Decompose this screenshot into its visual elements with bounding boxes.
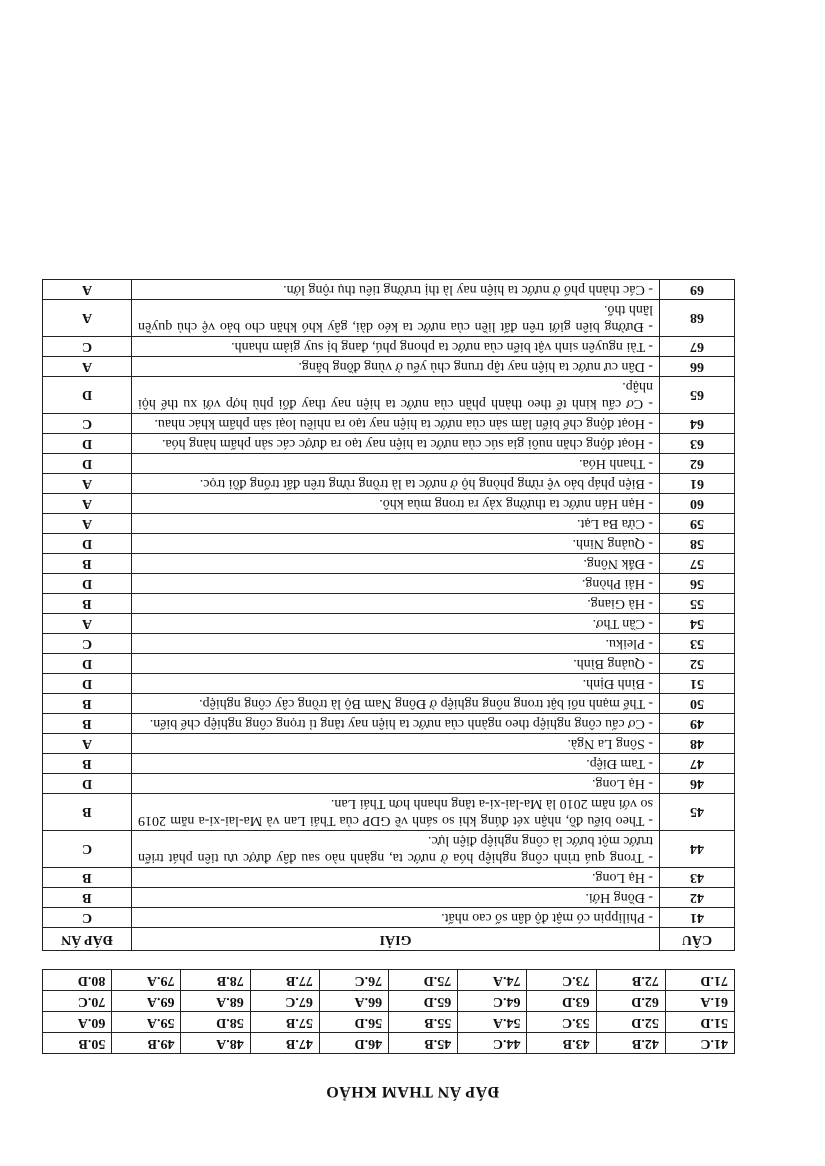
answer-key-cell: 57.B bbox=[250, 1012, 319, 1033]
answer-letter: D bbox=[43, 434, 132, 454]
question-number: 41 bbox=[660, 908, 735, 928]
solution-text: - Pleiku. bbox=[132, 634, 660, 654]
answer-key-cell: 60.A bbox=[43, 1012, 112, 1033]
answer-key-row bbox=[43, 991, 735, 1012]
solution-text: - Đường biên giới trên đất liền của nước ta kéo dài, gây khó khăn cho bảo vệ chủ quyền lãnh thổ. bbox=[132, 300, 660, 337]
header-answer: ĐÁP ÁN bbox=[43, 928, 132, 951]
solution-row bbox=[43, 774, 735, 794]
solution-row bbox=[43, 888, 735, 908]
question-number: 47 bbox=[660, 754, 735, 774]
question-number: 57 bbox=[660, 554, 735, 574]
question-number: 44 bbox=[660, 831, 735, 868]
answer-key-cell: 72.B bbox=[596, 970, 665, 991]
solution-row bbox=[43, 694, 735, 714]
question-number: 54 bbox=[660, 614, 735, 634]
answer-key-cell: 64.C bbox=[458, 991, 527, 1012]
solution-text: - Quảng Bình. bbox=[132, 654, 660, 674]
answer-key-cell: 59.A bbox=[112, 1012, 181, 1033]
answer-key-cell: 42.B bbox=[596, 1033, 665, 1054]
solution-row bbox=[43, 634, 735, 654]
answer-key-row bbox=[43, 970, 735, 991]
solution-row bbox=[43, 434, 735, 454]
question-number: 42 bbox=[660, 888, 735, 908]
solution-row bbox=[43, 474, 735, 494]
answer-key-table bbox=[42, 969, 735, 1054]
answer-key-cell: 44.C bbox=[458, 1033, 527, 1054]
solution-text: - Cơ cấu công nghiệp theo ngành của nước ta hiện nay tăng tỉ trọng công nghiệp chế biến. bbox=[132, 714, 660, 734]
question-number: 68 bbox=[660, 300, 735, 337]
answer-key-cell: 75.D bbox=[389, 970, 458, 991]
question-number: 50 bbox=[660, 694, 735, 714]
solution-row bbox=[43, 614, 735, 634]
answer-key-cell: 63.D bbox=[527, 991, 596, 1012]
solution-row bbox=[43, 794, 735, 831]
answer-key-cell: 71.D bbox=[665, 970, 734, 991]
solution-row bbox=[43, 357, 735, 377]
question-number: 66 bbox=[660, 357, 735, 377]
answer-key-cell: 45.B bbox=[389, 1033, 458, 1054]
solution-row bbox=[43, 594, 735, 614]
header-question: CÂU bbox=[660, 928, 735, 951]
question-number: 51 bbox=[660, 674, 735, 694]
answer-key-cell: 50.B bbox=[43, 1033, 112, 1054]
answer-letter: B bbox=[43, 554, 132, 574]
answer-letter: C bbox=[43, 908, 132, 928]
solution-row bbox=[43, 414, 735, 434]
answer-key-cell: 65.D bbox=[389, 991, 458, 1012]
question-number: 69 bbox=[660, 280, 735, 300]
answer-key-row bbox=[43, 1033, 735, 1054]
question-number: 63 bbox=[660, 434, 735, 454]
question-number: 45 bbox=[660, 794, 735, 831]
answer-key-cell: 70.C bbox=[43, 991, 112, 1012]
question-number: 55 bbox=[660, 594, 735, 614]
solution-text: - Tài nguyên sinh vật biển của nước ta phong phú, đang bị suy giảm nhanh. bbox=[132, 337, 660, 357]
solution-text: - Tam Điệp. bbox=[132, 754, 660, 774]
answer-letter: D bbox=[43, 774, 132, 794]
answer-key-cell: 48.A bbox=[181, 1033, 250, 1054]
answer-key-cell: 52.D bbox=[596, 1012, 665, 1033]
answer-key-cell: 79.A bbox=[112, 970, 181, 991]
question-number: 65 bbox=[660, 377, 735, 414]
answer-letter: C bbox=[43, 831, 132, 868]
solution-row bbox=[43, 574, 735, 594]
solution-row bbox=[43, 454, 735, 474]
answer-letter: B bbox=[43, 694, 132, 714]
answer-letter: A bbox=[43, 357, 132, 377]
answer-key-row bbox=[43, 1012, 735, 1033]
header-solution: GIẢI bbox=[132, 928, 660, 951]
solution-row bbox=[43, 654, 735, 674]
answer-key-cell: 49.B bbox=[112, 1033, 181, 1054]
question-number: 52 bbox=[660, 654, 735, 674]
answer-letter: D bbox=[43, 534, 132, 554]
answer-key-cell: 78.B bbox=[181, 970, 250, 991]
answer-letter: D bbox=[43, 654, 132, 674]
answer-letter: B bbox=[43, 868, 132, 888]
question-number: 67 bbox=[660, 337, 735, 357]
answer-letter: A bbox=[43, 280, 132, 300]
answer-key-cell: 55.B bbox=[389, 1012, 458, 1033]
solution-text: - Đồng Hới. bbox=[132, 888, 660, 908]
answer-key-cell: 58.D bbox=[181, 1012, 250, 1033]
solution-text: - Philippin có mật độ dân số cao nhất. bbox=[132, 908, 660, 928]
solution-row bbox=[43, 514, 735, 534]
answer-letter: D bbox=[43, 377, 132, 414]
answer-key-cell: 67.C bbox=[250, 991, 319, 1012]
answer-key-cell: 43.B bbox=[527, 1033, 596, 1054]
answer-letter: B bbox=[43, 714, 132, 734]
question-number: 53 bbox=[660, 634, 735, 654]
solution-row bbox=[43, 494, 735, 514]
solution-text: - Bình Định. bbox=[132, 674, 660, 694]
solution-row bbox=[43, 908, 735, 928]
solution-header-row bbox=[43, 928, 735, 951]
solution-text: - Theo biểu đồ, nhận xét đúng khi so sánh về GDP của Thái Lan và Ma-lai-xi-a năm 2019 so với năm 2010 là Ma-lai-xi-a tăng nhanh hơn Thái Lan. bbox=[132, 794, 660, 831]
solution-text: - Các thành phố ở nước ta hiện nay là thị trường tiêu thụ rộng lớn. bbox=[132, 280, 660, 300]
answer-key-cell: 80.D bbox=[43, 970, 112, 991]
answer-letter: A bbox=[43, 494, 132, 514]
solution-row bbox=[43, 554, 735, 574]
solution-row bbox=[43, 868, 735, 888]
answer-letter: A bbox=[43, 734, 132, 754]
answer-key-cell: 51.D bbox=[665, 1012, 734, 1033]
answer-key-cell: 54.A bbox=[458, 1012, 527, 1033]
solution-text: - Hạn Hán nước ta thường xảy ra trong mùa khô. bbox=[132, 494, 660, 514]
answer-letter: A bbox=[43, 614, 132, 634]
solution-text: - Cần Thơ. bbox=[132, 614, 660, 634]
solution-row bbox=[43, 754, 735, 774]
answer-letter: B bbox=[43, 794, 132, 831]
question-number: 59 bbox=[660, 514, 735, 534]
question-number: 61 bbox=[660, 474, 735, 494]
solution-text: - Quảng Ninh. bbox=[132, 534, 660, 554]
answer-key-cell: 61.A bbox=[665, 991, 734, 1012]
solution-text: - Hoạt động chăn nuôi gia súc của nước ta hiện nay tạo ra được các sản phẩm hàng hóa. bbox=[132, 434, 660, 454]
answer-letter: D bbox=[43, 574, 132, 594]
answer-letter: B bbox=[43, 754, 132, 774]
answer-key-cell: 73.C bbox=[527, 970, 596, 991]
answer-letter: A bbox=[43, 474, 132, 494]
answer-key-cell: 77.B bbox=[250, 970, 319, 991]
answer-letter: B bbox=[43, 594, 132, 614]
document-title: ĐÁP ÁN THAM KHẢO bbox=[325, 1083, 500, 1100]
solution-text: - Hà Giang. bbox=[132, 594, 660, 614]
question-number: 58 bbox=[660, 534, 735, 554]
question-number: 48 bbox=[660, 734, 735, 754]
question-number: 56 bbox=[660, 574, 735, 594]
solution-row bbox=[43, 280, 735, 300]
answer-key-cell: 76.C bbox=[319, 970, 388, 991]
solution-row bbox=[43, 714, 735, 734]
solution-row bbox=[43, 734, 735, 754]
answer-key-cell: 69.A bbox=[112, 991, 181, 1012]
solution-text: - Cơ cấu kinh tế theo thành phần của nước ta hiện nay thay đổi phù hợp với xu thế hội nhập. bbox=[132, 377, 660, 414]
answer-key-cell: 41.C bbox=[665, 1033, 734, 1054]
solution-row bbox=[43, 534, 735, 554]
answer-letter: D bbox=[43, 674, 132, 694]
solution-text: - Đắk Nông. bbox=[132, 554, 660, 574]
answer-key-cell: 47.B bbox=[250, 1033, 319, 1054]
answer-key-cell: 66.A bbox=[319, 991, 388, 1012]
solution-row bbox=[43, 831, 735, 868]
answer-key-cell: 74.A bbox=[458, 970, 527, 991]
solution-row bbox=[43, 377, 735, 414]
answer-letter: A bbox=[43, 514, 132, 534]
solution-text: - Thanh Hóa. bbox=[132, 454, 660, 474]
answer-letter: C bbox=[43, 414, 132, 434]
answer-letter: B bbox=[43, 888, 132, 908]
solution-text: - Dân cư nước ta hiện nay tập trung chủ yếu ở vùng đồng bằng. bbox=[132, 357, 660, 377]
answer-key-cell: 68.A bbox=[181, 991, 250, 1012]
question-number: 64 bbox=[660, 414, 735, 434]
question-number: 62 bbox=[660, 454, 735, 474]
solution-text: - Hạ Long. bbox=[132, 774, 660, 794]
solution-text: - Cửa Ba Lạt. bbox=[132, 514, 660, 534]
solution-text: - Sông La Ngà. bbox=[132, 734, 660, 754]
solution-text: - Thế mạnh nổi bật trong nông nghiệp ở Đông Nam Bộ là trồng cây công nghiệp. bbox=[132, 694, 660, 714]
solution-row bbox=[43, 300, 735, 337]
answer-letter: C bbox=[43, 337, 132, 357]
answer-letter: D bbox=[43, 454, 132, 474]
question-number: 60 bbox=[660, 494, 735, 514]
solution-row bbox=[43, 337, 735, 357]
answer-key-cell: 53.C bbox=[527, 1012, 596, 1033]
solution-table bbox=[42, 279, 735, 951]
solution-row bbox=[43, 674, 735, 694]
solution-text: - Trong quá trình công nghiệp hóa ở nước ta, ngành nào sau đây được ưu tiên phát triển trước một bước là công nghiệp điện lực. bbox=[132, 831, 660, 868]
answer-key-cell: 56.D bbox=[319, 1012, 388, 1033]
answer-letter: C bbox=[43, 634, 132, 654]
solution-text: - Biện pháp bảo vệ rừng phòng hộ ở nước ta là trồng rừng trên đất trống đồi trọc. bbox=[132, 474, 660, 494]
solution-text: - Hoạt động chế biến lâm sản của nước ta hiện nay tạo ra nhiều loại sản phẩm khác nhau. bbox=[132, 414, 660, 434]
question-number: 46 bbox=[660, 774, 735, 794]
solution-text: - Hạ Long. bbox=[132, 868, 660, 888]
solution-text: - Hải Phòng. bbox=[132, 574, 660, 594]
answer-letter: A bbox=[43, 300, 132, 337]
answer-key-cell: 46.D bbox=[319, 1033, 388, 1054]
question-number: 49 bbox=[660, 714, 735, 734]
answer-key-cell: 62.D bbox=[596, 991, 665, 1012]
question-number: 43 bbox=[660, 868, 735, 888]
